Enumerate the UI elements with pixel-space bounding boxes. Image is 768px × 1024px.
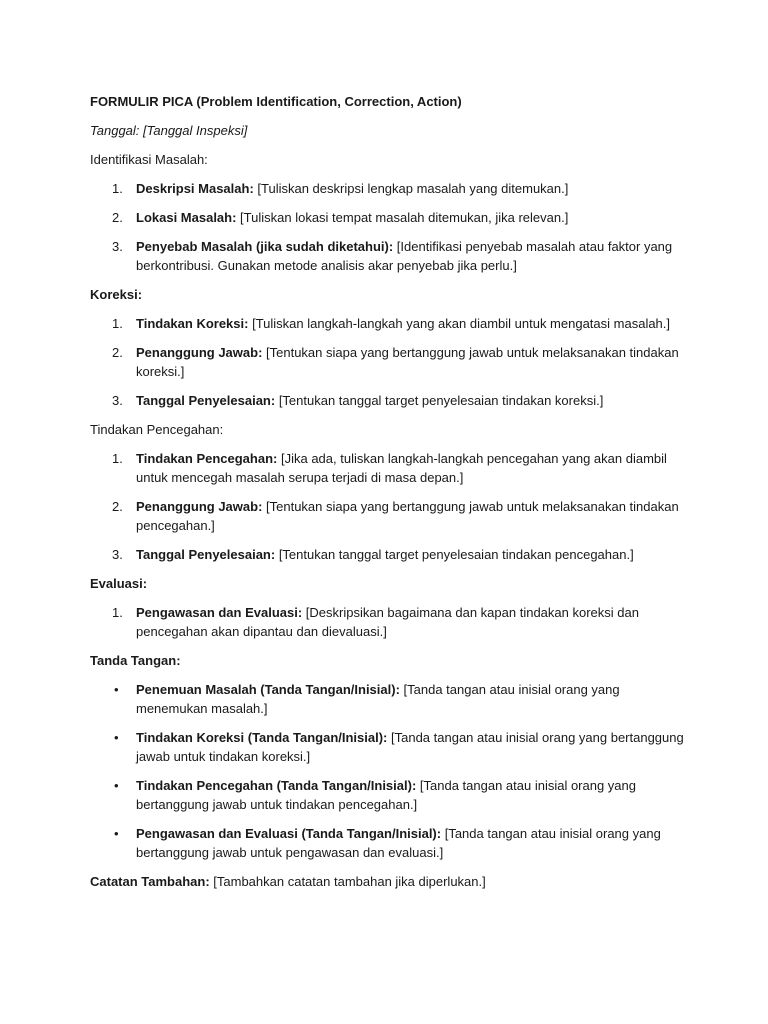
section-heading-evaluasi: Evaluasi: [90, 576, 148, 591]
item-label: Pengawasan dan Evaluasi: [136, 605, 303, 620]
item-label: Tanggal Penyelesaian: [136, 547, 276, 562]
item-label: Penanggung Jawab: [136, 345, 263, 360]
bullet: • [114, 682, 119, 697]
document-page [90, 92, 690, 901]
section-heading-identifikasi: Identifikasi Masalah: [90, 152, 208, 167]
list-number: 1. [112, 451, 123, 466]
list-item [90, 237, 690, 275]
list-item [90, 728, 690, 766]
item-text: [Identifikasi penyebab masalah atau faktor yang berkontribusi. Gunakan metode analisis akar penyebab jika perlu.] [136, 239, 673, 273]
list-number: 3. [112, 547, 123, 562]
item-text: [Jika ada, tuliskan langkah-langkah pencegahan yang akan diambil untuk mencegah masalah serupa terjadi di masa depan.] [136, 451, 667, 485]
item-label: Tanggal Penyelesaian: [136, 393, 276, 408]
list-item [90, 603, 690, 641]
list-number: 3. [112, 239, 123, 254]
item-label: Penanggung Jawab: [136, 499, 263, 514]
bullet: • [114, 826, 119, 841]
bullet: • [114, 730, 119, 745]
list-evaluasi [90, 603, 690, 641]
item-label: Deskripsi Masalah: [136, 181, 254, 196]
item-text: [Tentukan siapa yang bertanggung jawab untuk melaksanakan tindakan pencegahan.] [136, 499, 679, 533]
item-text: [Tuliskan langkah-langkah yang akan diambil untuk mengatasi masalah.] [248, 316, 671, 331]
list-number: 1. [112, 316, 123, 331]
notes-text: [Tambahkan catatan tambahan jika diperlukan.] [209, 874, 486, 889]
item-text: [Deskripsikan bagaimana dan kapan tindakan koreksi dan pencegahan akan dipantau dan dievaluasi.] [136, 605, 639, 639]
list-item [90, 545, 690, 564]
list-item [90, 776, 690, 814]
list-number: 3. [112, 393, 123, 408]
item-label: Penemuan Masalah (Tanda Tangan/Inisial): [136, 682, 400, 697]
item-label: Pengawasan dan Evaluasi (Tanda Tangan/Inisial): [136, 826, 442, 841]
section-heading-tanda-tangan: Tanda Tangan: [90, 653, 181, 668]
list-item [90, 824, 690, 862]
item-label: Tindakan Koreksi: [136, 316, 249, 331]
item-label: Lokasi Masalah: [136, 210, 237, 225]
item-text: [Tentukan siapa yang bertanggung jawab untuk melaksanakan tindakan koreksi.] [136, 345, 679, 379]
item-text: [Tanda tangan atau inisial orang yang bertanggung jawab untuk pengawasan dan evaluasi.] [136, 826, 661, 860]
list-koreksi [90, 314, 690, 410]
list-item [90, 449, 690, 487]
item-text: [Tanda tangan atau inisial orang yang bertanggung jawab untuk tindakan koreksi.] [136, 730, 684, 764]
bullet: • [114, 778, 119, 793]
item-label: Penyebab Masalah (jika sudah diketahui): [136, 239, 394, 254]
list-item [90, 497, 690, 535]
list-number: 2. [112, 210, 123, 225]
list-pencegahan [90, 449, 690, 564]
list-number: 1. [112, 181, 123, 196]
item-text: [Tuliskan lokasi tempat masalah ditemukan, jika relevan.] [236, 210, 569, 225]
list-item [90, 343, 690, 381]
list-item [90, 179, 690, 198]
item-text: [Tanda tangan atau inisial orang yang menemukan masalah.] [136, 682, 620, 716]
item-label: Tindakan Koreksi (Tanda Tangan/Inisial): [136, 730, 388, 745]
item-text: [Tanda tangan atau inisial orang yang bertanggung jawab untuk tindakan pencegahan.] [136, 778, 636, 812]
list-item [90, 314, 690, 333]
item-text: [Tentukan tanggal target penyelesaian tindakan koreksi.] [275, 393, 604, 408]
list-tanda-tangan [90, 680, 690, 862]
document-title: FORMULIR PICA (Problem Identification, Correction, Action) [90, 94, 462, 109]
list-number: 2. [112, 345, 123, 360]
date-line: Tanggal: [Tanggal Inspeksi] [90, 123, 248, 138]
additional-notes [90, 872, 690, 891]
section-heading-koreksi: Koreksi: [90, 287, 143, 302]
list-identifikasi [90, 179, 690, 275]
section-heading-pencegahan: Tindakan Pencegahan: [90, 422, 224, 437]
list-item [90, 680, 690, 718]
item-text: [Tuliskan deskripsi lengkap masalah yang ditemukan.] [253, 181, 569, 196]
list-number: 1. [112, 605, 123, 620]
list-item [90, 208, 690, 227]
list-number: 2. [112, 499, 123, 514]
notes-label: Catatan Tambahan: [90, 874, 210, 889]
item-label: Tindakan Pencegahan (Tanda Tangan/Inisial): [136, 778, 417, 793]
item-label: Tindakan Pencegahan: [136, 451, 278, 466]
list-item [90, 391, 690, 410]
item-text: [Tentukan tanggal target penyelesaian tindakan pencegahan.] [275, 547, 634, 562]
